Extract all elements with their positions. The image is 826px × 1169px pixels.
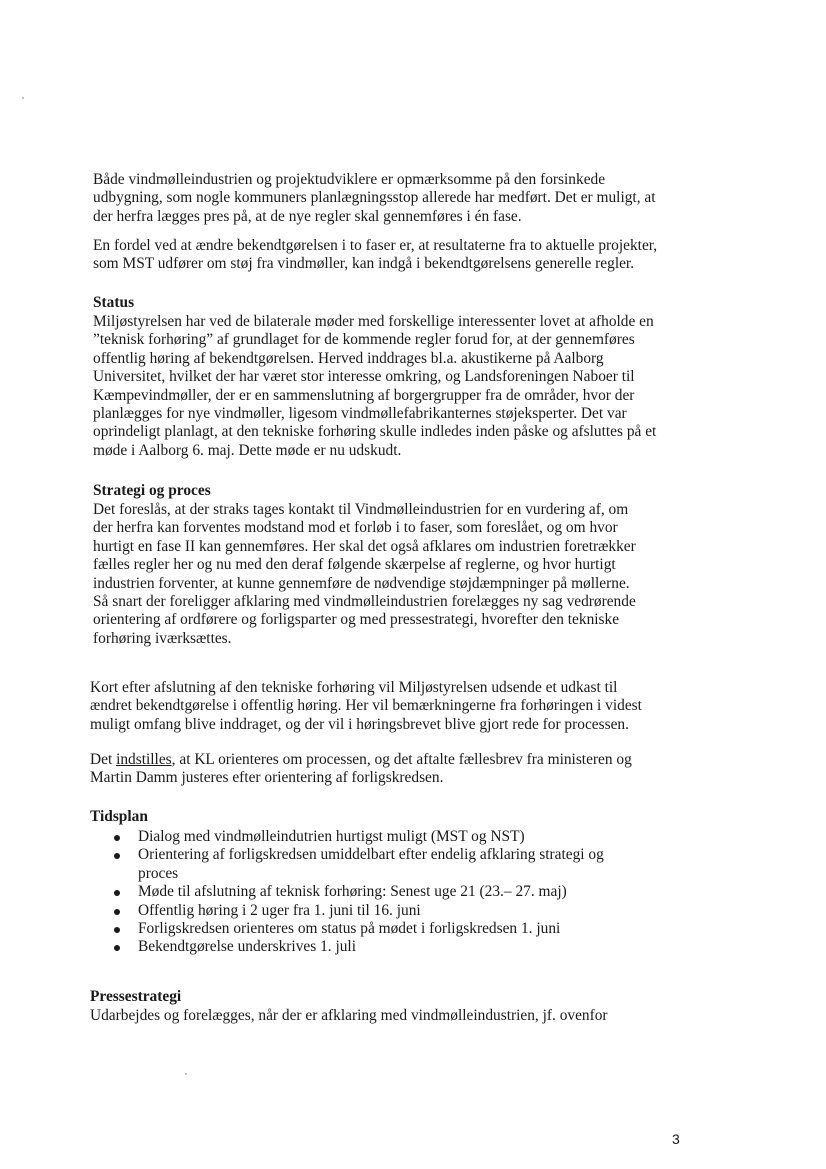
heading-tidsplan: Tidsplan: [90, 808, 148, 825]
text-fragment: Det: [90, 751, 117, 768]
text-line: industrien forventer, at kunne gennemføre de nødvendige støjdæmpninger på møllerne.: [93, 574, 630, 592]
underlined-word: indstilles: [116, 751, 172, 768]
text-line: fælles regler her og nu med den deraf følgende skærpelse af reglerne, og hvor hurtigt: [93, 556, 616, 574]
bullet-icon: [114, 927, 120, 933]
list-item: [112, 920, 604, 938]
list-item-text: Offentlig høring i 2 uger fra 1. juni til 16. juni: [138, 901, 421, 919]
text-line: ændret bekendtgørelse i offentlig høring. Her vil bemærkningerne fra forhøringen i videst: [90, 697, 642, 715]
text-line: orientering af ordførere og forligsparter og med pressestrategi, hvorefter den tekniske: [93, 611, 620, 629]
text-line: Kort efter afslutning af den tekniske forhøring vil Miljøstyrelsen udsende et udkast til: [90, 679, 618, 696]
paragraph-recommendation: [90, 751, 632, 788]
text-line: Det foreslås, at der straks tages kontakt til Vindmølleindustrien for en vurdering af, om: [93, 501, 629, 518]
list-item-text: Forligskredsen orienteres om status på mødet i forligskredsen 1. juni: [138, 920, 561, 938]
list-item-text: Orientering af forligskredsen umiddelbart efter endelig afklaring strategi og proces: [138, 846, 604, 882]
list-item: [112, 883, 604, 901]
text-line: ”teknisk forhøring” af grundlaget for de kommende regler forud for, at der gennemføres: [93, 331, 635, 349]
heading-strategi: Strategi og proces: [93, 482, 211, 499]
text-line: planlægges for nye vindmøller, ligesom vindmøllefabrikanternes støjeksperter. Det var: [93, 405, 627, 423]
paragraph-strategi: [93, 501, 636, 648]
text-line: Miljøstyrelsen har ved de bilaterale møder med forskellige interessenter lovet at afholde en: [93, 313, 654, 330]
bullet-icon: [114, 909, 120, 915]
bullet-icon: [114, 945, 120, 951]
paragraph-two-phases: [93, 237, 657, 274]
list-item-text: Dialog med vindmølleindutrien hurtigst muligt (MST og NST): [138, 828, 525, 845]
paragraph-pressestrategi: [90, 1007, 608, 1025]
bullet-icon: [114, 853, 120, 859]
paragraph-hoering: [90, 679, 642, 734]
text-line: hurtigt en fase II kan gennemføres. Her skal det også afklares om industrien foretrækker: [93, 537, 636, 555]
text-line: Udarbejdes og forelægges, når der er afklaring med vindmølleindustrien, jf. ovenfor: [90, 1007, 608, 1024]
list-item: [112, 902, 604, 920]
text-line: der herfra kan forventes modstand mod et forløb i to faser, som foreslået, og om hvor: [93, 519, 618, 537]
list-item: [112, 846, 604, 883]
bullet-icon: [114, 890, 120, 896]
text-line: Både vindmølleindustrien og projektudviklere er opmærksomme på den forsinkede: [93, 171, 606, 188]
list-item: [112, 828, 604, 846]
text-line: Martin Damm justeres efter orientering af forligskredsen.: [90, 769, 444, 787]
text-line: forhøring iværksættes.: [93, 629, 232, 647]
scan-speck: [185, 1073, 187, 1075]
heading-status: Status: [93, 294, 135, 311]
text-line: [90, 751, 632, 769]
text-line: udbygning, som nogle kommuners planlægningsstop allerede har medført. Det er muligt, at: [93, 189, 656, 207]
paragraph-intro: [93, 171, 656, 226]
text-line: muligt omfang blive inddraget, og der vil i høringsbrevet blive gjort rede for processen.: [90, 715, 629, 733]
bullet-icon: [114, 835, 120, 841]
text-line: Så snart der foreligger afklaring med vindmølleindustrien forelægges ny sag vedrørende: [93, 593, 636, 611]
text-line: En fordel ved at ændre bekendtgørelsen i to faser er, at resultaterne fra to aktuelle projekter,: [93, 237, 658, 254]
text-line: offentlig høring af bekendtgørelsen. Herved inddrages bl.a. akustikerne på Aalborg: [93, 349, 604, 367]
text-line: Universitet, hvilket der har været stor interesse omkring, og Landsforeningen Naboer til: [93, 368, 635, 386]
text-line: som MST udfører om støj fra vindmøller, kan indgå i bekendtgørelsens generelle regler.: [93, 255, 635, 273]
text-line: Kæmpevindmøller, der er en sammenslutning af borgergrupper fra de områder, hvor der: [93, 386, 635, 404]
text-line: møde i Aalborg 6. maj. Dette møde er nu udskudt.: [93, 441, 402, 459]
paragraph-status: [93, 313, 656, 460]
text-line: der herfra lægges pres på, at de nye regler skal gennemføres i én fase.: [93, 207, 522, 225]
heading-pressestrategi: Pressestrategi: [90, 988, 182, 1005]
scan-speck: [22, 97, 24, 99]
text-line: oprindeligt planlagt, at den tekniske forhøring skulle indledes inden påske og afsluttes på et: [93, 423, 657, 441]
page-number: 3: [672, 1131, 680, 1147]
schedule-list: [112, 828, 604, 957]
list-item: [112, 938, 604, 956]
text-fragment: , at KL orienteres om processen, og det aftalte fællesbrev fra ministeren og: [171, 751, 632, 768]
list-item-text: Møde til afslutning af teknisk forhøring: Senest uge 21 (23.– 27. maj): [138, 883, 567, 901]
list-item-text: Bekendtgørelse underskrives 1. juli: [138, 938, 356, 956]
